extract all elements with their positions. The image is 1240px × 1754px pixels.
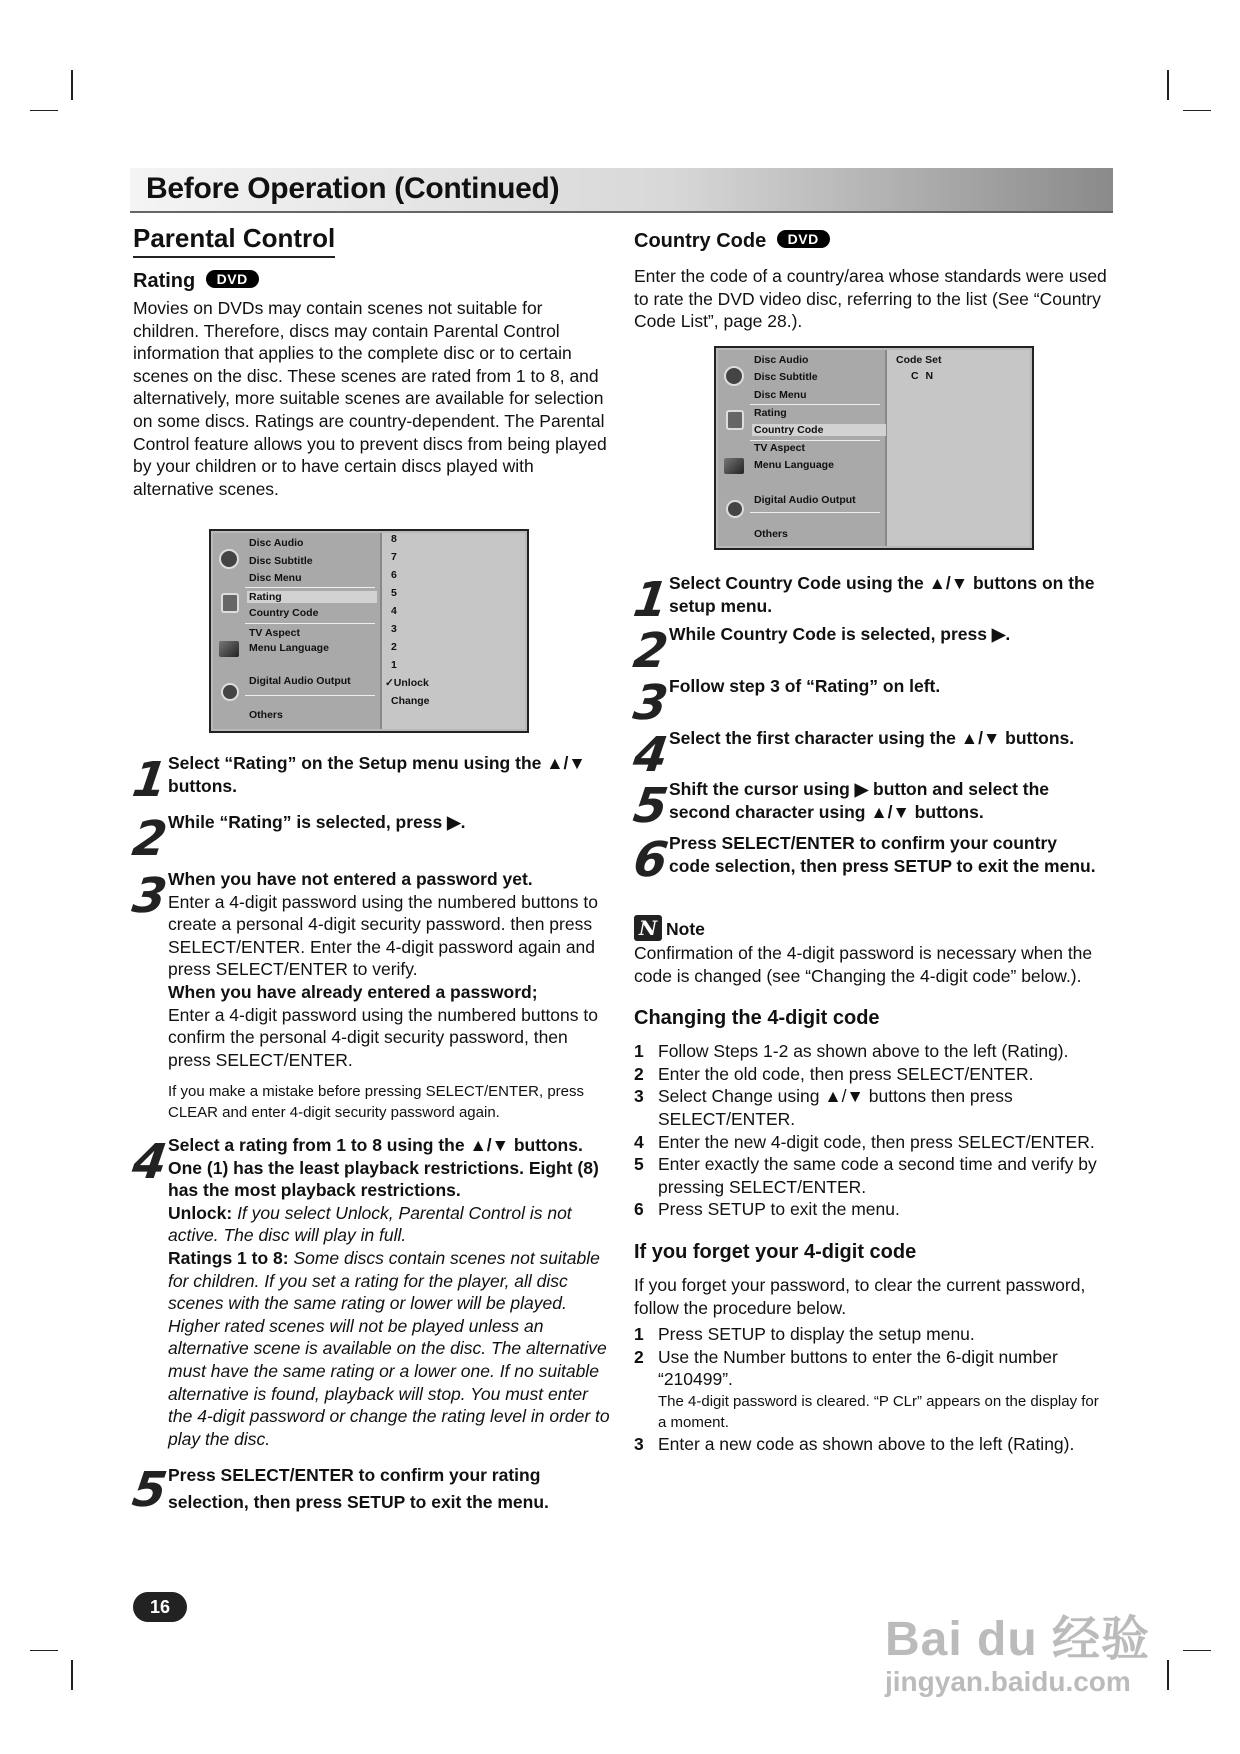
step-text: Enter a 4-digit password using the numbered buttons to create a personal 4-digit security password. then press SELECT/ENTER. Enter the 4-digit password again and press SELECT/ENTER to verify. (168, 891, 598, 980)
menu-item: TV Aspect (754, 442, 805, 454)
list-item: 4 Enter the new 4-digit code, then press SELECT/ENTER. (634, 1131, 1095, 1152)
crop-mark (1167, 70, 1169, 100)
menu-item: Disc Menu (249, 572, 302, 584)
step-subheading: When you have already entered a password; (168, 981, 538, 1002)
tv-icon (724, 458, 744, 474)
step-text: Press SELECT/ENTER to confirm your rating selection, then press SETUP to exit the menu. (168, 1465, 549, 1512)
rating-value: 6 (391, 569, 397, 581)
step-number: 2 (630, 623, 672, 679)
left-column (133, 223, 608, 500)
menu-separator (750, 404, 880, 405)
note-title: Note (666, 919, 705, 940)
menu-item: Rating (754, 407, 787, 419)
menu-item: Disc Audio (249, 537, 304, 549)
menu-item: Disc Subtitle (249, 555, 313, 567)
menu-item: Disc Audio (754, 354, 809, 366)
crop-mark (30, 1650, 58, 1651)
crop-mark (1183, 110, 1211, 111)
rating-value: Change (391, 695, 430, 707)
menu-separator (245, 623, 375, 624)
menu-separator (245, 587, 375, 588)
crop-mark (30, 110, 58, 111)
page-header (130, 168, 1113, 213)
list-item: 1 Follow Steps 1-2 as shown above to the left (Rating). (634, 1041, 1069, 1062)
disc-icon (219, 549, 239, 569)
rating-value: 4 (391, 605, 397, 617)
menu-item-selected: Country Code (752, 424, 886, 436)
step-text: While Country Code is selected, press ▶. (669, 624, 1011, 644)
step-text: While “Rating” is selected, press ▶. (168, 812, 466, 832)
menu-separator (750, 512, 880, 513)
dvd-badge: DVD (206, 270, 259, 288)
crop-mark (71, 1660, 73, 1690)
step-body (168, 868, 608, 1123)
step-text: Follow step 3 of “Rating” on left. (669, 676, 941, 696)
list-item: 5 Enter exactly the same code a second time and verify by pressing SELECT/ENTER. (634, 1154, 1097, 1197)
menu-item: Others (249, 709, 283, 721)
forget-code-list (634, 1323, 1109, 1455)
step-number: 4 (129, 1134, 171, 1190)
disc-icon (724, 366, 744, 386)
section-title: Parental Control (133, 223, 335, 258)
note-text: Confirmation of the 4-digit password is necessary when the code is changed (see “Changing the 4-digit code” below.). (634, 943, 1093, 986)
rating-value: 8 (391, 533, 397, 545)
tv-icon (219, 641, 239, 657)
dvd-badge: DVD (777, 230, 830, 248)
step-text: Press SELECT/ENTER to confirm your country code selection, then press SETUP to exit the menu. (669, 833, 1096, 876)
step-body (168, 1134, 610, 1450)
watermark-url: jingyan.baidu.com (885, 1666, 1131, 1697)
list-item: 2 Enter the old code, then press SELECT/ENTER. (634, 1063, 1034, 1084)
step-subheading: When you have not entered a password yet. (168, 869, 533, 889)
menu-item: TV Aspect (249, 627, 300, 639)
watermark-logo: Bai du 经验 (885, 1613, 1151, 1666)
rating-value: 5 (391, 587, 397, 599)
code-set-label: Code Set (896, 354, 942, 366)
step-text: Select the first character using the ▲/▼ buttons. (669, 728, 1075, 748)
right-column (634, 230, 1109, 333)
crop-mark (71, 70, 73, 100)
list-item: 3 Enter a new code as shown above to the left (Rating). (634, 1433, 1075, 1454)
step-text: Enter a 4-digit password using the numbered buttons to confirm the personal 4-digit security password, then press SELECT/ENTER. (168, 1004, 598, 1070)
step-number: 5 (630, 778, 672, 834)
page-title: Before Operation (Continued) (146, 172, 560, 205)
menu-item: Disc Menu (754, 389, 807, 401)
change-code-heading: Changing the 4-digit code (634, 1007, 880, 1030)
rating-heading: Rating (133, 270, 196, 292)
rating-value: ✓Unlock (385, 677, 429, 689)
step-text: Shift the cursor using ▶ button and select the second character using ▲/▼ buttons. (669, 779, 1050, 822)
code-set-value: C N (911, 370, 934, 382)
menu-item: Menu Language (249, 642, 329, 654)
step-text: Select “Rating” on the Setup menu using the ▲/▼ buttons. (168, 753, 586, 796)
step-text: Select a rating from 1 to 8 using the ▲/▼ buttons. One (1) has the least playback restrictions. Eight (8) has the most playback restrictions. (168, 1135, 599, 1201)
menu-item: Others (754, 528, 788, 540)
step-number: 3 (129, 868, 171, 924)
menu-item: Disc Subtitle (754, 371, 818, 383)
rating-value: 3 (391, 623, 397, 635)
menu-separator (750, 440, 880, 441)
note-section (634, 915, 1109, 1456)
menu-item: Country Code (249, 607, 319, 619)
forget-subnote: The 4-digit password is cleared. “P CLr” appears on the display for a moment. (658, 1392, 1099, 1431)
menu-item: Digital Audio Output (249, 675, 351, 687)
menu-item: Digital Audio Output (754, 494, 856, 506)
crop-mark (1167, 1660, 1169, 1690)
rating-setup-menu (209, 529, 529, 733)
step-note: If you make a mistake before pressing SELECT/ENTER, press CLEAR and enter 4-digit security password again. (168, 1083, 584, 1122)
unlock-label: Unlock: (168, 1202, 233, 1223)
list-item: 3 Select Change using ▲/▼ buttons then press SELECT/ENTER. (634, 1086, 1013, 1129)
menu-item-selected: Rating (247, 591, 377, 603)
list-item: 6 Press SETUP to exit the menu. (634, 1199, 900, 1220)
step-number: 1 (630, 572, 672, 628)
rating-intro: Movies on DVDs may contain scenes not suitable for children. Therefore, discs may contain Parental Control information that applies to the complete disc or to certain scenes on the disc. These scenes are rated from 1 to 8, and alternatively, more suitable scenes are available for selection on some discs. Ratings are country-dependent. The Parental Control feature allows you to prevent discs from being played by your children or to have certain discs played with alternative scenes. (133, 298, 607, 499)
ratings-label: Ratings 1 to 8: (168, 1247, 289, 1268)
step-number: 1 (129, 752, 171, 808)
rating-value: 2 (391, 641, 397, 653)
list-item: 1 Press SETUP to display the setup menu. (634, 1324, 975, 1345)
lock-icon (726, 410, 744, 430)
unlock-text: If you select Unlock, Parental Control is not active. The disc will play in full. (168, 1202, 572, 1246)
step-number: 4 (630, 727, 672, 783)
forget-intro: If you forget your password, to clear the current password, follow the procedure below. (634, 1274, 1086, 1318)
rating-value: 7 (391, 551, 397, 563)
rating-value: 1 (391, 659, 397, 671)
step-number: 6 (630, 832, 672, 888)
country-setup-menu (714, 346, 1034, 550)
menu-separator (245, 695, 375, 696)
menu-right-panel (885, 350, 1030, 546)
country-code-heading: Country Code (634, 230, 767, 252)
step-number: 3 (630, 675, 672, 731)
menu-item: Menu Language (754, 459, 834, 471)
step-number: 5 (129, 1462, 171, 1518)
crop-mark (1183, 1650, 1211, 1651)
forget-code-heading: If you forget your 4-digit code (634, 1240, 917, 1263)
change-code-list (634, 1040, 1109, 1221)
speaker-icon (726, 500, 744, 518)
step-number: 2 (129, 811, 171, 867)
list-item: 2 Use the Number buttons to enter the 6-digit number “210499”. (634, 1346, 1058, 1390)
country-code-intro: Enter the code of a country/area whose standards were used to rate the DVD video disc, referring to the list (See “Country Code List”, page 28.). (634, 266, 1107, 332)
speaker-icon (221, 683, 239, 701)
note-icon: N (634, 915, 662, 941)
page-number: 16 (133, 1592, 187, 1622)
lock-icon (221, 593, 239, 613)
ratings-text: Some discs contain scenes not suitable for children. If you set a rating for the player, all disc scenes with the same rating or lower will be played. Higher rated scenes will not be played unless an alternative scene is available on the disc. The alternative must have the same rating or a lower one. If no suitable alternative is found, playback will stop. You must enter the 4-digit password or change the rating level in order to play the disc. (168, 1247, 610, 1449)
step-text: Select Country Code using the ▲/▼ buttons on the setup menu. (669, 573, 1095, 616)
